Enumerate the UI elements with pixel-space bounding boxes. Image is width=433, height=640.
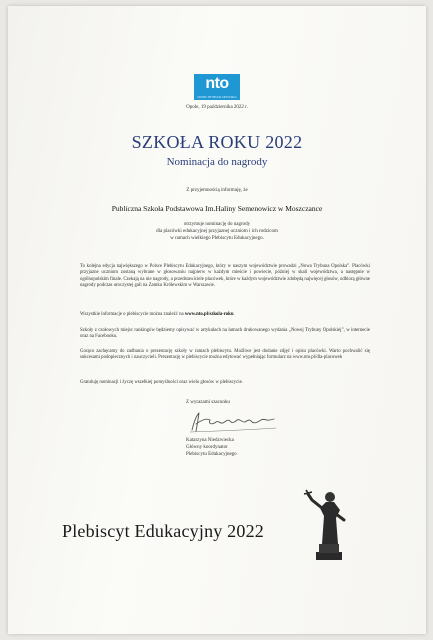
statue-icon	[300, 486, 356, 562]
paragraph-website	[80, 312, 370, 318]
paragraph-rankings: Szkoły z czołowych miejsc rankingów będziemy opisywać w artykułach na łamach drukowanego wydania „Nowej Trybuny Opolskiej”, w internecie oraz na Facebooku.	[80, 328, 370, 340]
signer-organization: Plebiscytu Edukacyjnego	[186, 452, 237, 458]
certificate-page	[8, 6, 426, 634]
handwritten-signature	[188, 410, 280, 434]
page-subtitle: Nominacja do nagrody	[166, 156, 268, 168]
closing-text: Z wyrazami szacunku	[186, 400, 230, 405]
intro-text: Z przyjemnością informuję, że	[186, 188, 248, 193]
paragraph-encouragement: Gorąco zachęcamy do zadbania o prezentację szkoły w ramach plebiscytu. Możliwe jest dodanie zdjęć i opisu placówki. Warto pochwalić się sukcesami podopiecznych i nauczycieli. Prezentację w plebiscycie można edytować wypełniając formularz na www.nto.pl/dla-placowek	[80, 349, 370, 361]
paragraph-plebiscite-info: To kolejna edycja największego w Polsce Plebiscytu Edukacyjnego, który w naszym województwie prowadzi „Nowa Trybuna Opolska”. Placówki przyjazne uczniom zostaną wybrane w głosowaniu najpierw w każdym mieście i powiecie, później w skali województwa, a następnie w ogólnopolskim finale. Czekają na nie nagrody, a przedstawiciele placówek, które w każdym województwie zdobędą najwięcej głosów, odbiorą główne nagrody podczas uroczystej gali na Zamku Królewskim w Warszawie.	[80, 264, 370, 289]
school-name: Publiczna Szkoła Podstawowa Im.Haliny Semenowicz w Moszczance	[111, 204, 323, 213]
logo-text: nto	[205, 75, 229, 92]
website-link[interactable]: www.nto.pl/szkola-roku	[184, 312, 234, 317]
letter-date: Opole, 19 października 2022 r.	[186, 105, 248, 110]
page-title: SZKOŁA ROKU 2022	[131, 132, 303, 152]
nomination-block	[28, 221, 406, 243]
signer-role: Główny koordynator	[186, 445, 228, 451]
website-text: Wszystkie informacje o plebiscycie można znaleźć na	[80, 312, 184, 317]
paragraph-congratulations: Gratuluję nominacji i życzę wszelkiej pomyślności oraz wielu głosów w plebiscycie.	[80, 380, 243, 385]
signer-name: Katarzyna Niedzwiecka	[186, 438, 234, 443]
nto-logo	[194, 74, 240, 100]
nomination-line: dla placówki edukacyjnej przyjaznej uczniom i ich rodzicom	[156, 229, 278, 235]
footer-title: Plebiscyt Edukacyjny 2022	[62, 521, 264, 541]
nomination-line: otrzymuje nominację do nagrody	[183, 222, 251, 227]
signer-block	[186, 437, 237, 459]
logo-subtext: NOWA TRYBUNA OPOLSKA	[197, 95, 237, 99]
nomination-line: w ramach wielkiego Plebiscytu Edukacyjnego.	[170, 236, 264, 242]
